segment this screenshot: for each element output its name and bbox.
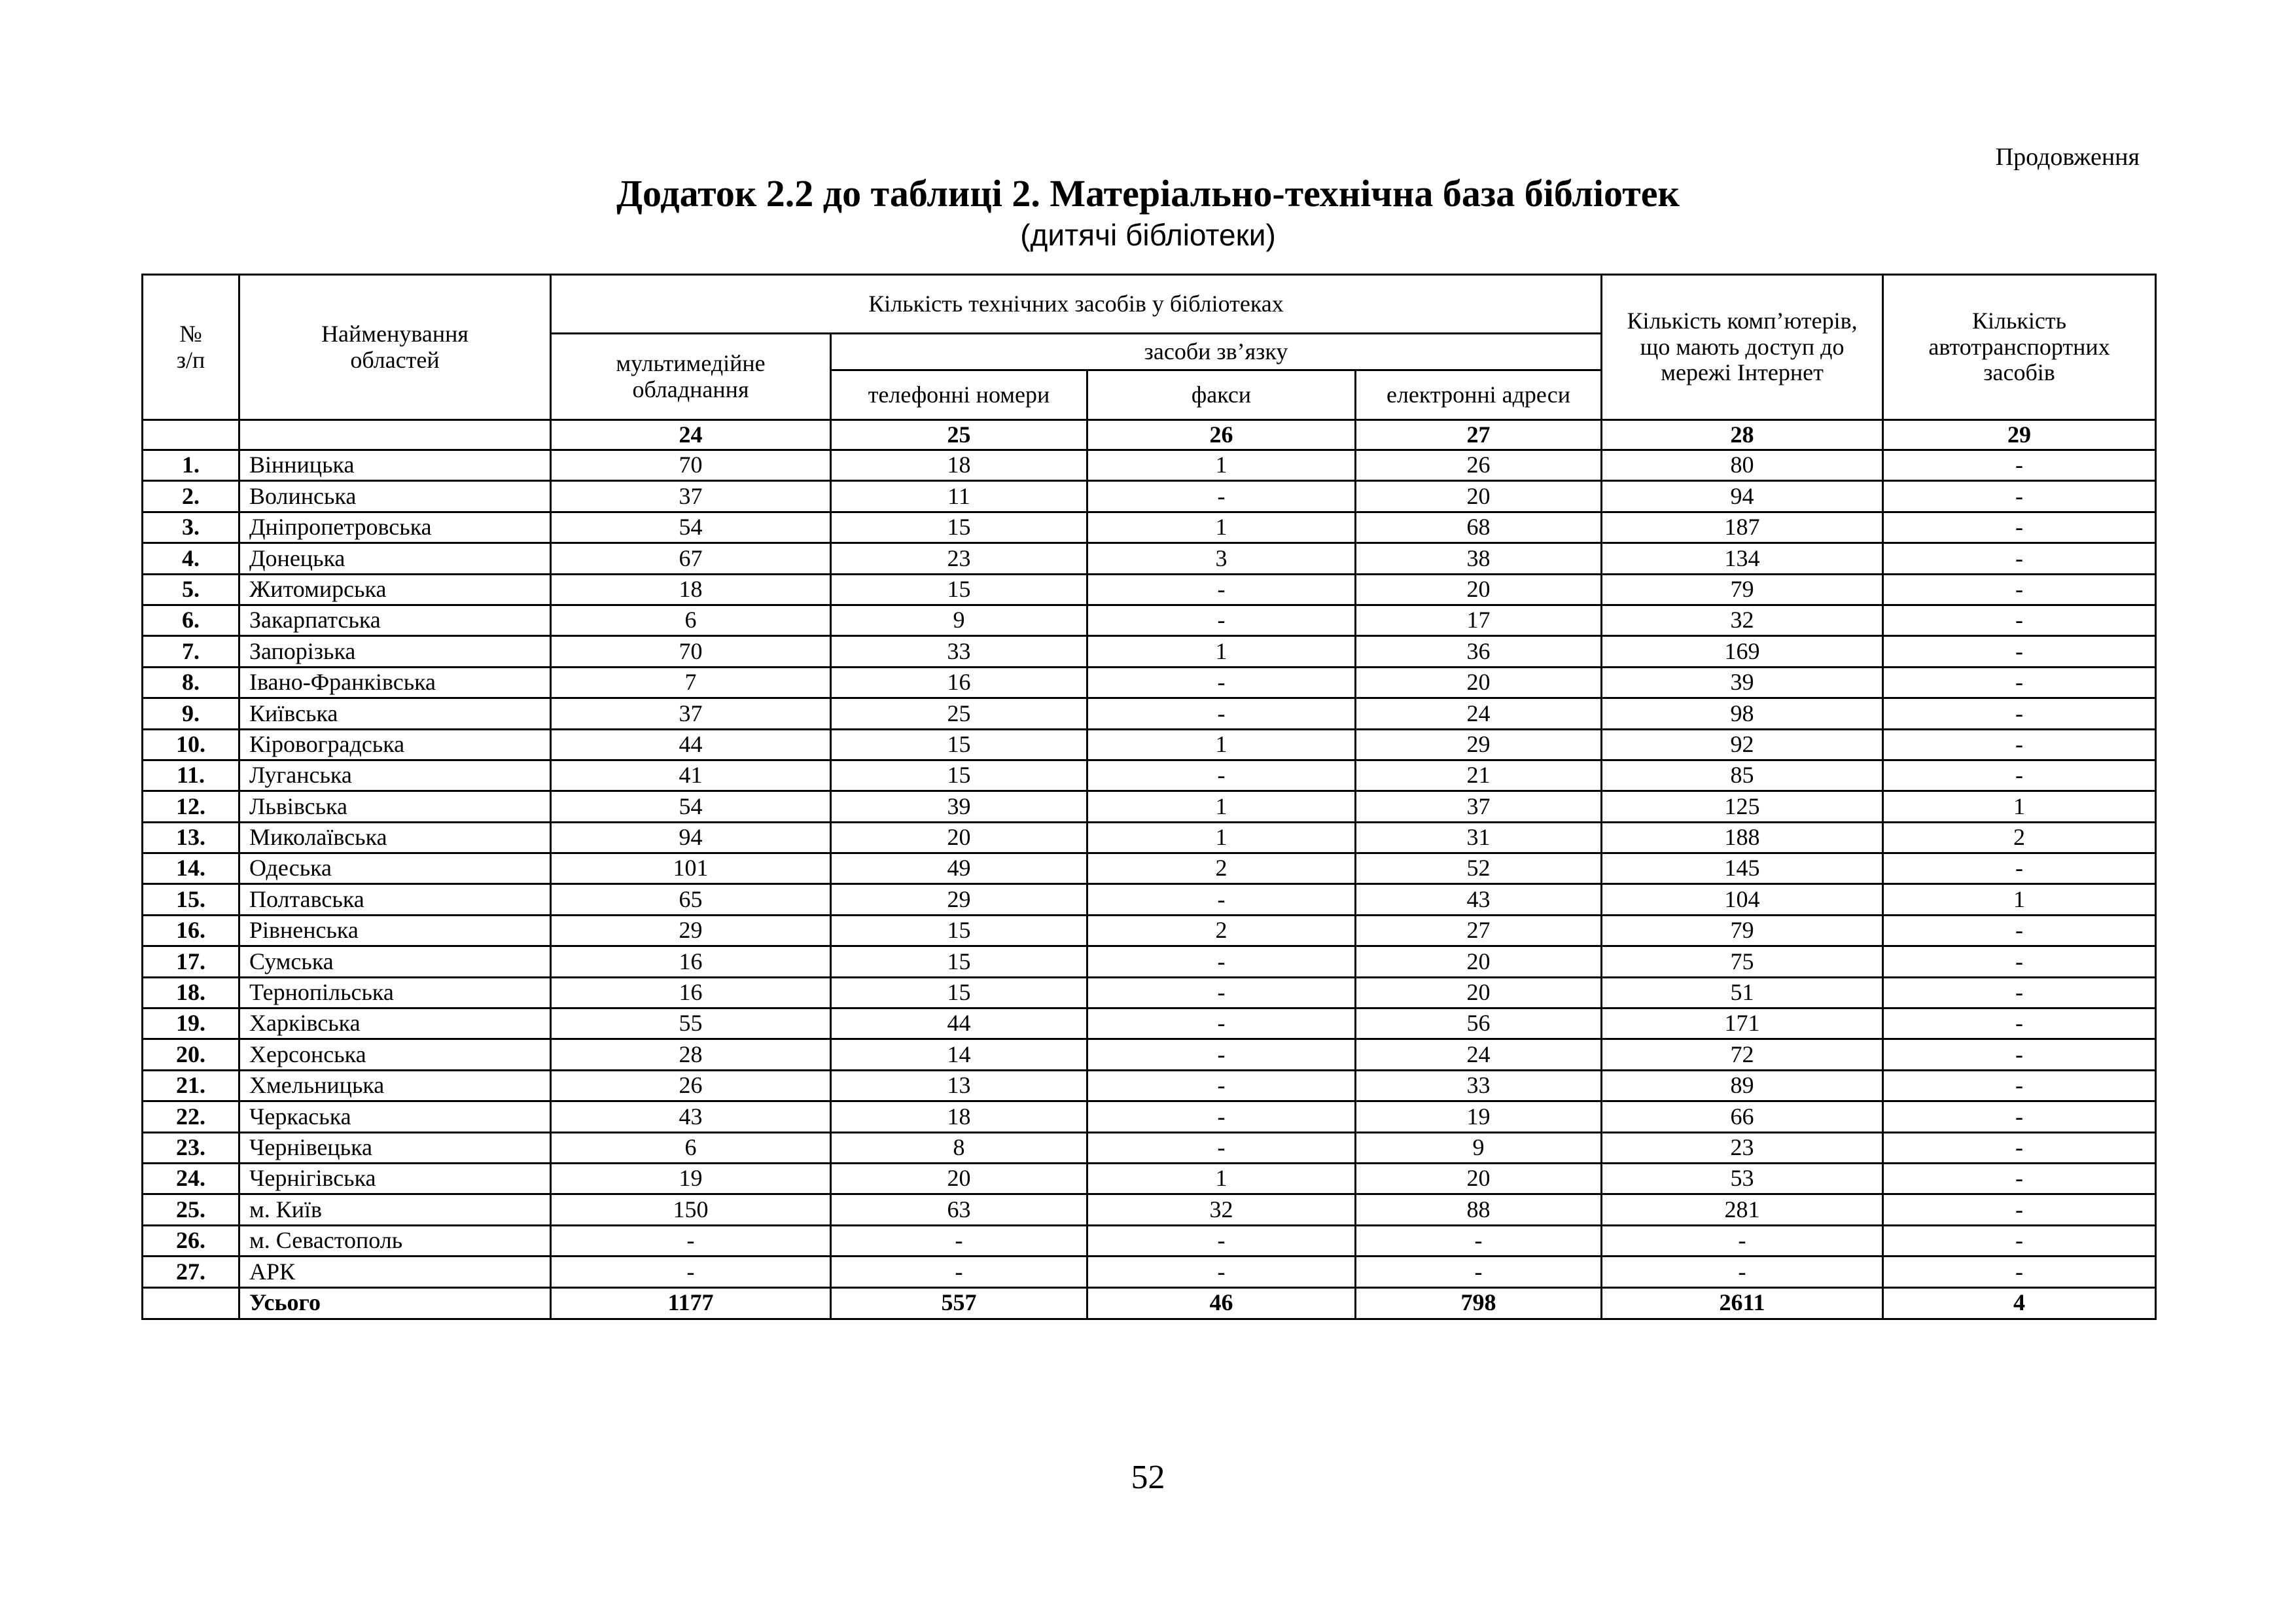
cell-c24: 54: [551, 512, 831, 543]
table-row: [143, 481, 2156, 512]
row-number: 27.: [143, 1257, 239, 1287]
row-number: 11.: [143, 760, 239, 791]
cell-c27: 36: [1356, 636, 1602, 667]
cell-c28: 145: [1602, 853, 1883, 884]
cell-c28: -: [1602, 1257, 1883, 1287]
cell-c26: -: [1087, 946, 1356, 977]
row-number: 4.: [143, 543, 239, 574]
cell-c26: 1: [1087, 512, 1356, 543]
region-name: Одеська: [239, 853, 551, 884]
cell-c25: 11: [831, 481, 1087, 512]
table-row: [143, 1257, 2156, 1287]
cell-c25: 20: [831, 1163, 1087, 1194]
cell-c29: -: [1883, 1257, 2156, 1287]
region-name: Полтавська: [239, 884, 551, 915]
total-number: [143, 1287, 239, 1319]
cell-c26: -: [1087, 1132, 1356, 1163]
total-label: Усього: [239, 1287, 551, 1319]
cell-c29: -: [1883, 450, 2156, 481]
cell-c26: 1: [1087, 636, 1356, 667]
cell-c29: 1: [1883, 884, 2156, 915]
page-subtitle: (дитячі бібліотеки): [1020, 218, 1276, 252]
cell-c26: 1: [1087, 1163, 1356, 1194]
cell-c25: 8: [831, 1132, 1087, 1163]
region-name: Львівська: [239, 791, 551, 822]
cell-c28: 53: [1602, 1163, 1883, 1194]
cell-c28: 104: [1602, 884, 1883, 915]
cell-c25: -: [831, 1257, 1087, 1287]
cell-c27: 20: [1356, 1163, 1602, 1194]
table-row: [143, 605, 2156, 635]
cell-c27: 56: [1356, 1008, 1602, 1039]
cell-c25: 9: [831, 605, 1087, 635]
row-number: 18.: [143, 977, 239, 1008]
cell-c24: 70: [551, 450, 831, 481]
cell-c24: 55: [551, 1008, 831, 1039]
cell-c27: 19: [1356, 1101, 1602, 1132]
cell-c29: -: [1883, 512, 2156, 543]
cell-c29: -: [1883, 574, 2156, 605]
cell-c26: -: [1087, 481, 1356, 512]
row-number: 8.: [143, 667, 239, 698]
cell-c29: -: [1883, 1039, 2156, 1070]
cell-c29: -: [1883, 760, 2156, 791]
cell-c27: 37: [1356, 791, 1602, 822]
page-number: 52: [1131, 1459, 1165, 1496]
table-row: [143, 729, 2156, 760]
cell-c28: 23: [1602, 1132, 1883, 1163]
table-row: [143, 853, 2156, 884]
column-number: 27: [1356, 420, 1602, 450]
row-number: 24.: [143, 1163, 239, 1194]
row-number: 19.: [143, 1008, 239, 1039]
cell-c26: -: [1087, 1039, 1356, 1070]
cell-c29: -: [1883, 667, 2156, 698]
row-number: 7.: [143, 636, 239, 667]
cell-c28: 188: [1602, 822, 1883, 853]
cell-c28: 32: [1602, 605, 1883, 635]
cell-c29: -: [1883, 543, 2156, 574]
cell-c25: 49: [831, 853, 1087, 884]
cell-c25: 16: [831, 667, 1087, 698]
region-name: м. Київ: [239, 1194, 551, 1225]
row-number: 15.: [143, 884, 239, 915]
cell-c26: -: [1087, 1225, 1356, 1256]
region-name: Київська: [239, 698, 551, 729]
table-row: [143, 1132, 2156, 1163]
cell-c29: -: [1883, 1070, 2156, 1101]
header-computers: [1602, 275, 1883, 420]
cell-c26: 2: [1087, 853, 1356, 884]
row-number: 17.: [143, 946, 239, 977]
table-row: [143, 698, 2156, 729]
cell-c24: 37: [551, 481, 831, 512]
column-number: 29: [1883, 420, 2156, 450]
cell-c24: 26: [551, 1070, 831, 1101]
cell-c24: -: [551, 1225, 831, 1256]
cell-c26: 1: [1087, 791, 1356, 822]
table-row: [143, 1070, 2156, 1101]
continuation-label: Продовження: [1995, 143, 2140, 171]
region-name: Рівненська: [239, 915, 551, 946]
table-row: [143, 450, 2156, 481]
cell-c26: -: [1087, 977, 1356, 1008]
row-number: 23.: [143, 1132, 239, 1163]
cell-c24: 29: [551, 915, 831, 946]
cell-c29: -: [1883, 1008, 2156, 1039]
row-number: 13.: [143, 822, 239, 853]
page-title: Додаток 2.2 до таблиці 2. Матеріально-технічна база бібліотек: [616, 172, 1680, 215]
row-number: 12.: [143, 791, 239, 822]
region-name: м. Севастополь: [239, 1225, 551, 1256]
cell-c29: -: [1883, 1132, 2156, 1163]
header-number-text: № з/п: [176, 320, 205, 373]
cell-c29: -: [1883, 636, 2156, 667]
cell-c25: 14: [831, 1039, 1087, 1070]
total-c26: 46: [1087, 1287, 1356, 1319]
cell-c27: 9: [1356, 1132, 1602, 1163]
cell-c25: 15: [831, 946, 1087, 977]
cell-c27: 24: [1356, 698, 1602, 729]
cell-c28: 169: [1602, 636, 1883, 667]
cell-c29: -: [1883, 1225, 2156, 1256]
cell-c27: 52: [1356, 853, 1602, 884]
cell-c26: 2: [1087, 915, 1356, 946]
cell-c24: 18: [551, 574, 831, 605]
row-number: 3.: [143, 512, 239, 543]
row-number: 5.: [143, 574, 239, 605]
row-number: 25.: [143, 1194, 239, 1225]
row-number: 21.: [143, 1070, 239, 1101]
region-name: Дніпропетровська: [239, 512, 551, 543]
region-name: Житомирська: [239, 574, 551, 605]
cell-c25: 39: [831, 791, 1087, 822]
cell-c26: -: [1087, 605, 1356, 635]
cell-c24: 37: [551, 698, 831, 729]
cell-c25: 20: [831, 822, 1087, 853]
cell-c25: 15: [831, 512, 1087, 543]
table-row: [143, 543, 2156, 574]
region-name: Чернівецька: [239, 1132, 551, 1163]
cell-c28: 89: [1602, 1070, 1883, 1101]
cell-c24: 41: [551, 760, 831, 791]
region-name: Миколаївська: [239, 822, 551, 853]
cell-c25: 15: [831, 977, 1087, 1008]
column-number: 25: [831, 420, 1087, 450]
total-row: [143, 1287, 2156, 1319]
cell-c28: 75: [1602, 946, 1883, 977]
row-number: 16.: [143, 915, 239, 946]
region-name: Донецька: [239, 543, 551, 574]
table-row: [143, 791, 2156, 822]
region-name: Сумська: [239, 946, 551, 977]
table-row: [143, 1101, 2156, 1132]
table-row: [143, 1194, 2156, 1225]
header-communication-means: засоби зв’язку: [831, 334, 1602, 370]
cell-c28: 66: [1602, 1101, 1883, 1132]
cell-c29: -: [1883, 1194, 2156, 1225]
column-number: 26: [1087, 420, 1356, 450]
row-number: 22.: [143, 1101, 239, 1132]
cell-c24: 16: [551, 977, 831, 1008]
cell-c27: 88: [1356, 1194, 1602, 1225]
cell-c25: 15: [831, 574, 1087, 605]
column-number-empty: [143, 420, 239, 450]
cell-c26: -: [1087, 667, 1356, 698]
cell-c29: -: [1883, 946, 2156, 977]
header-number: [143, 275, 239, 420]
region-name: Запорізька: [239, 636, 551, 667]
cell-c27: 24: [1356, 1039, 1602, 1070]
table-row: [143, 946, 2156, 977]
table-row: [143, 884, 2156, 915]
region-name: Волинська: [239, 481, 551, 512]
header-tech-means: Кількість технічних засобів у бібліотеках: [551, 275, 1602, 334]
row-number: 6.: [143, 605, 239, 635]
cell-c26: -: [1087, 1070, 1356, 1101]
total-c29: 4: [1883, 1287, 2156, 1319]
row-number: 1.: [143, 450, 239, 481]
cell-c27: 38: [1356, 543, 1602, 574]
cell-c25: 23: [831, 543, 1087, 574]
cell-c24: 54: [551, 791, 831, 822]
cell-c28: 51: [1602, 977, 1883, 1008]
cell-c29: -: [1883, 1101, 2156, 1132]
header-phones: телефонні номери: [831, 370, 1087, 420]
cell-c27: 17: [1356, 605, 1602, 635]
cell-c26: -: [1087, 1257, 1356, 1287]
region-name: АРК: [239, 1257, 551, 1287]
cell-c26: -: [1087, 884, 1356, 915]
cell-c27: 68: [1356, 512, 1602, 543]
cell-c29: -: [1883, 729, 2156, 760]
cell-c24: 6: [551, 1132, 831, 1163]
row-number: 10.: [143, 729, 239, 760]
header-multimedia: [551, 334, 831, 420]
cell-c28: 80: [1602, 450, 1883, 481]
region-name: Чернігівська: [239, 1163, 551, 1194]
row-number: 14.: [143, 853, 239, 884]
total-c25: 557: [831, 1287, 1087, 1319]
cell-c27: -: [1356, 1225, 1602, 1256]
cell-c24: -: [551, 1257, 831, 1287]
cell-c24: 44: [551, 729, 831, 760]
cell-c29: -: [1883, 481, 2156, 512]
cell-c28: 85: [1602, 760, 1883, 791]
column-number: 28: [1602, 420, 1883, 450]
row-number: 20.: [143, 1039, 239, 1070]
total-c28: 2611: [1602, 1287, 1883, 1319]
cell-c27: 21: [1356, 760, 1602, 791]
region-name: Харківська: [239, 1008, 551, 1039]
table-row: [143, 574, 2156, 605]
region-name: Херсонська: [239, 1039, 551, 1070]
region-name: Тернопільська: [239, 977, 551, 1008]
header-vehicles-text: Кількість автотранспортних засобів: [1928, 308, 2110, 386]
cell-c24: 19: [551, 1163, 831, 1194]
table-row: [143, 1039, 2156, 1070]
cell-c28: 39: [1602, 667, 1883, 698]
cell-c24: 67: [551, 543, 831, 574]
cell-c28: 94: [1602, 481, 1883, 512]
table-row: [143, 822, 2156, 853]
cell-c28: 79: [1602, 574, 1883, 605]
header-faxes: факси: [1087, 370, 1356, 420]
region-name: Кіровоградська: [239, 729, 551, 760]
cell-c27: 43: [1356, 884, 1602, 915]
cell-c26: -: [1087, 1101, 1356, 1132]
cell-c27: 20: [1356, 574, 1602, 605]
cell-c28: 125: [1602, 791, 1883, 822]
cell-c27: 26: [1356, 450, 1602, 481]
cell-c28: 134: [1602, 543, 1883, 574]
cell-c24: 101: [551, 853, 831, 884]
cell-c25: 15: [831, 760, 1087, 791]
cell-c25: 25: [831, 698, 1087, 729]
cell-c27: 27: [1356, 915, 1602, 946]
cell-c27: 20: [1356, 977, 1602, 1008]
row-number: 26.: [143, 1225, 239, 1256]
cell-c26: -: [1087, 698, 1356, 729]
cell-c27: 20: [1356, 481, 1602, 512]
cell-c26: -: [1087, 760, 1356, 791]
column-number: 24: [551, 420, 831, 450]
cell-c24: 6: [551, 605, 831, 635]
table-row: [143, 1008, 2156, 1039]
region-name: Черкаська: [239, 1101, 551, 1132]
region-name: Івано-Франківська: [239, 667, 551, 698]
cell-c29: 1: [1883, 791, 2156, 822]
column-number-empty: [239, 420, 551, 450]
cell-c26: -: [1087, 574, 1356, 605]
cell-c24: 150: [551, 1194, 831, 1225]
cell-c29: -: [1883, 1163, 2156, 1194]
cell-c29: 2: [1883, 822, 2156, 853]
cell-c24: 70: [551, 636, 831, 667]
table-row: [143, 512, 2156, 543]
cell-c24: 65: [551, 884, 831, 915]
table-row: [143, 1225, 2156, 1256]
cell-c26: 3: [1087, 543, 1356, 574]
cell-c28: 187: [1602, 512, 1883, 543]
cell-c28: 92: [1602, 729, 1883, 760]
cell-c26: -: [1087, 1008, 1356, 1039]
row-number: 2.: [143, 481, 239, 512]
region-name: Вінницька: [239, 450, 551, 481]
total-c27: 798: [1356, 1287, 1602, 1319]
table-row: [143, 636, 2156, 667]
cell-c29: -: [1883, 915, 2156, 946]
cell-c29: -: [1883, 977, 2156, 1008]
cell-c26: 32: [1087, 1194, 1356, 1225]
cell-c27: -: [1356, 1257, 1602, 1287]
library-resources-table: [141, 274, 2157, 1320]
cell-c27: 20: [1356, 946, 1602, 977]
region-name: Закарпатська: [239, 605, 551, 635]
table-row: [143, 1163, 2156, 1194]
header-vehicles: [1883, 275, 2156, 420]
table-row: [143, 915, 2156, 946]
cell-c24: 28: [551, 1039, 831, 1070]
table-row: [143, 760, 2156, 791]
table-row: [143, 667, 2156, 698]
cell-c24: 43: [551, 1101, 831, 1132]
cell-c29: -: [1883, 605, 2156, 635]
cell-c27: 29: [1356, 729, 1602, 760]
row-number: 9.: [143, 698, 239, 729]
cell-c27: 31: [1356, 822, 1602, 853]
cell-c27: 33: [1356, 1070, 1602, 1101]
table-row: [143, 977, 2156, 1008]
cell-c26: 1: [1087, 822, 1356, 853]
cell-c25: 15: [831, 915, 1087, 946]
cell-c29: -: [1883, 698, 2156, 729]
cell-c25: 63: [831, 1194, 1087, 1225]
cell-c24: 94: [551, 822, 831, 853]
cell-c28: 72: [1602, 1039, 1883, 1070]
cell-c28: -: [1602, 1225, 1883, 1256]
header-region-name-text: Найменування областей: [321, 320, 468, 373]
region-name: Хмельницька: [239, 1070, 551, 1101]
cell-c24: 7: [551, 667, 831, 698]
column-numbers-row: [143, 420, 2156, 450]
cell-c28: 98: [1602, 698, 1883, 729]
cell-c24: 16: [551, 946, 831, 977]
cell-c29: -: [1883, 853, 2156, 884]
cell-c25: 15: [831, 729, 1087, 760]
header-region-name: [239, 275, 551, 420]
cell-c26: 1: [1087, 450, 1356, 481]
header-computers-text: Кількість комп’ютерів, що мають доступ до мережі Інтернет: [1627, 308, 1858, 386]
cell-c25: 18: [831, 1101, 1087, 1132]
cell-c25: 13: [831, 1070, 1087, 1101]
cell-c28: 281: [1602, 1194, 1883, 1225]
header-multimedia-text: мультимедійне обладнання: [616, 349, 766, 402]
cell-c27: 20: [1356, 667, 1602, 698]
cell-c25: 44: [831, 1008, 1087, 1039]
cell-c25: -: [831, 1225, 1087, 1256]
header-emails: електронні адреси: [1356, 370, 1602, 420]
cell-c25: 33: [831, 636, 1087, 667]
total-c24: 1177: [551, 1287, 831, 1319]
cell-c28: 79: [1602, 915, 1883, 946]
cell-c25: 29: [831, 884, 1087, 915]
cell-c28: 171: [1602, 1008, 1883, 1039]
cell-c25: 18: [831, 450, 1087, 481]
cell-c26: 1: [1087, 729, 1356, 760]
region-name: Луганська: [239, 760, 551, 791]
